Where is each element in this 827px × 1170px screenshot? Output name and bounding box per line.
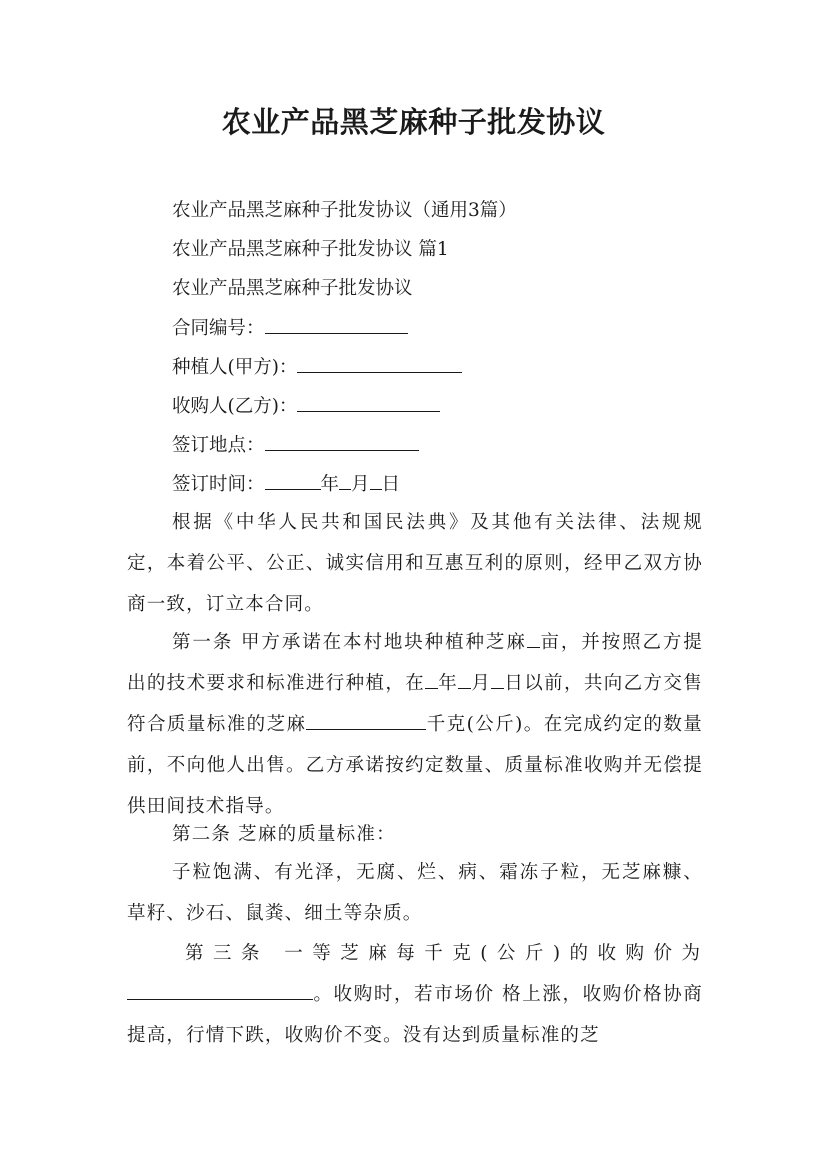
document-title: 农业产品黑芝麻种子批发协议 (221, 105, 606, 139)
article1-part2: 亩，并按照乙方提出的技术要求和标准进行种植，在 (127, 632, 703, 694)
time-label: 签订时间： (172, 474, 265, 495)
article2-heading: 第二条 芝麻的质量标准： (172, 824, 396, 845)
time-year: 年 (320, 474, 340, 495)
article1-part6: 千克(公斤)。在完成约定的数量前，不向他人出售。乙方承诺按约定数量、质量标准收购并无偿提供田间技术指导。 (127, 714, 703, 817)
article1-part5: 日以前，共向乙方交售符合质量标准的芝麻 (127, 673, 703, 735)
planter-label: 种植人(甲方)： (172, 357, 298, 378)
article1-part3: 年 (438, 673, 459, 694)
day-blank (370, 469, 382, 490)
buyer-line (172, 391, 440, 422)
deadline-year-blank (425, 668, 438, 689)
article3-part1: 第三条 一等芝麻每千克(公斤)的收购价为 (185, 943, 703, 964)
article3-paragraph (127, 933, 703, 1056)
buyer-label: 收购人(乙方)： (172, 396, 298, 417)
article2-body: 子粒饱满、有光泽，无腐、烂、病、霜冻子粒，无芝麻糠、草籽、沙石、鼠粪、细土等杂质。 (127, 862, 703, 924)
place-line (172, 430, 419, 461)
planter-line (172, 352, 462, 383)
time-month: 月 (351, 474, 370, 495)
quantity-blank (306, 709, 426, 730)
article1-part4: 月 (471, 673, 492, 694)
article1-paragraph (127, 622, 703, 827)
contract-no-label: 合同编号： (172, 318, 265, 339)
planter-blank (297, 352, 462, 373)
place-blank (265, 430, 419, 451)
agreement-name: 农业产品黑芝麻种子批发协议 (172, 278, 413, 299)
part-heading: 农业产品黑芝麻种子批发协议 篇1 (172, 239, 449, 260)
time-line (172, 469, 400, 500)
document-subtitle: 农业产品黑芝麻种子批发协议（通用3篇） (172, 200, 517, 221)
month-blank (339, 469, 351, 490)
article3-part2: 。收购时，若市场价 格上涨，收购价格协商提高，行情下跌，收购价不变。没有达到质量标准的芝 (127, 984, 703, 1046)
intro-paragraph: 根据《中华人民共和国民法典》及其他有关法律、法规规定，本着公平、公正、诚实信用和互惠互利的原则，经甲乙双方协商一致，订立本合同。 (127, 512, 703, 615)
acreage-blank (527, 627, 540, 648)
buyer-blank (297, 391, 440, 412)
time-day: 日 (381, 474, 401, 495)
deadline-day-blank (491, 668, 504, 689)
contract-no-blank (265, 313, 408, 334)
place-label: 签订地点： (172, 435, 265, 456)
deadline-month-blank (458, 668, 471, 689)
contract-no-line (172, 313, 408, 344)
year-blank (265, 469, 321, 490)
article1-part1: 第一条 甲方承诺在本村地块种植种芝麻 (172, 632, 527, 653)
price-blank (127, 979, 313, 1000)
